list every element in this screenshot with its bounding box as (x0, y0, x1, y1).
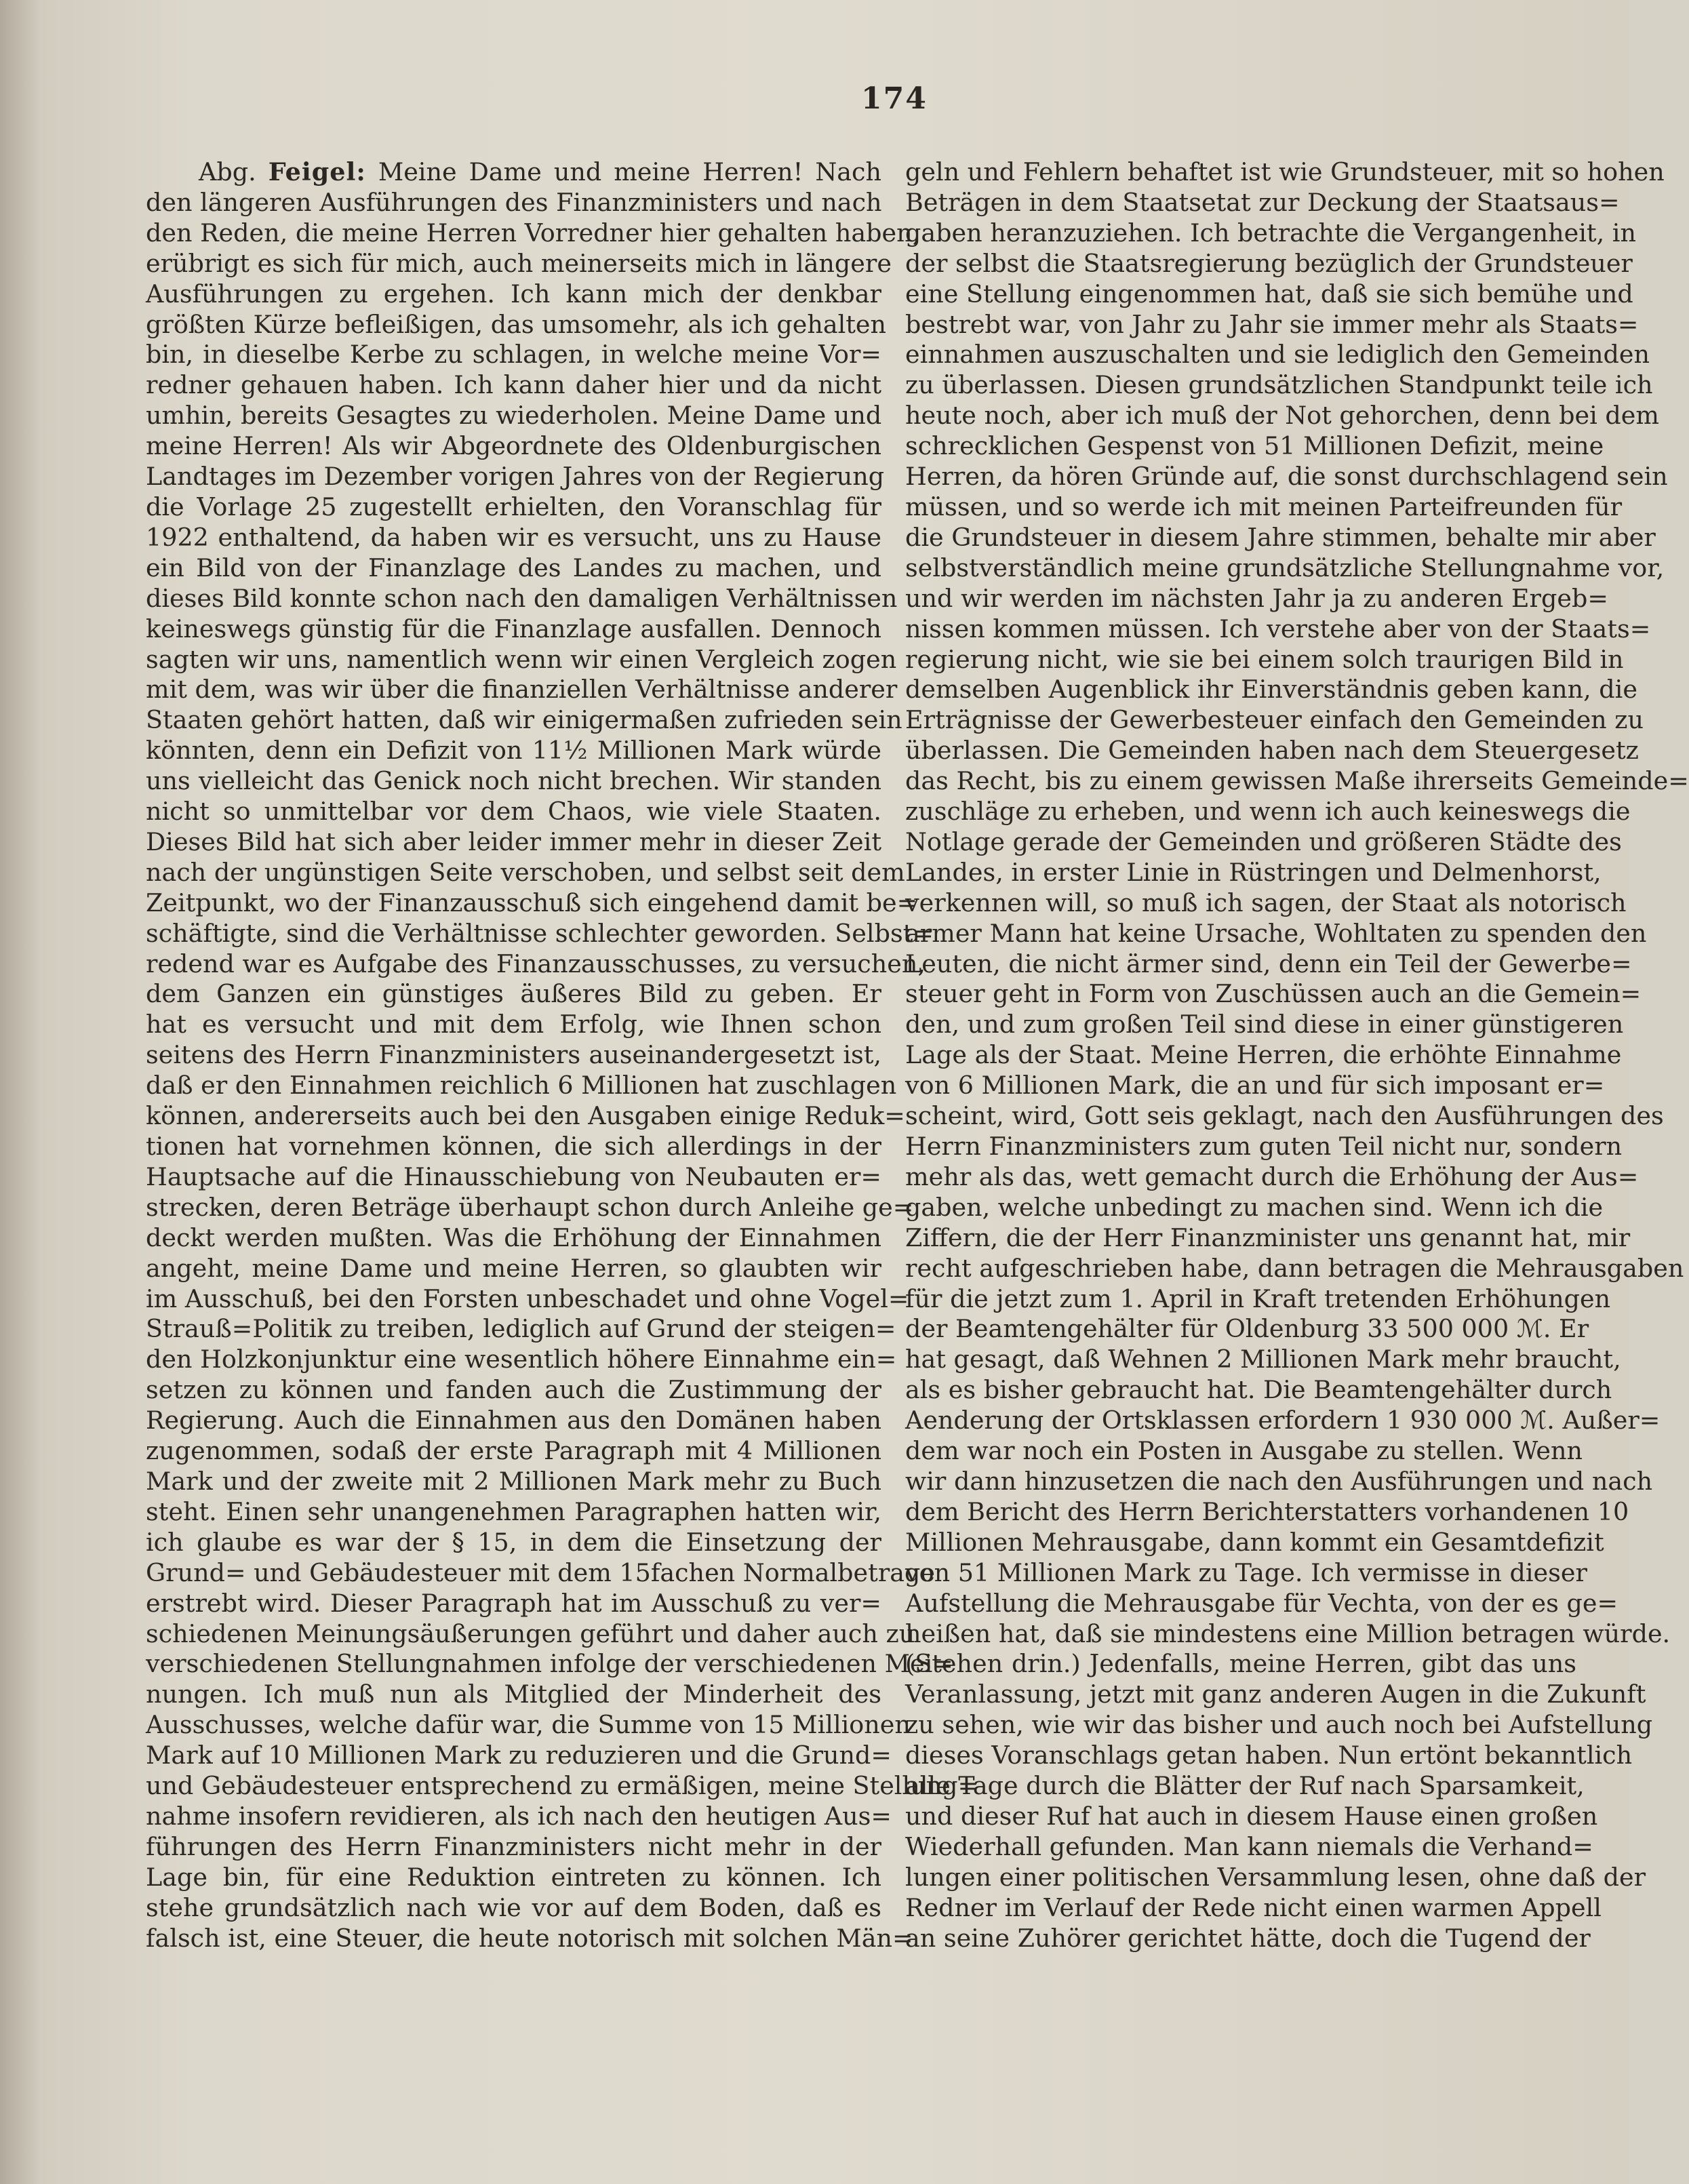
text-line: setzen zu können und fanden auch die Zustimmung der (146, 1375, 881, 1405)
text-line: schrecklichen Gespenst von 51 Millionen Defizit, meine (905, 431, 1604, 461)
text-line: zu sehen, wie wir das bisher und auch noch bei Aufstellung (905, 1710, 1653, 1740)
text-line: Staaten gehört hatten, daß wir einigermaßen zufrieden sein (146, 705, 902, 735)
text-line: verschiedenen Stellungnahmen infolge der verschiedenen Mei= (146, 1649, 953, 1679)
text-line: als es bisher gebraucht hat. Die Beamtengehälter durch (905, 1375, 1612, 1405)
text-line: und wir werden im nächsten Jahr ja zu anderen Ergeb= (905, 583, 1608, 613)
text-line: nissen kommen müssen. Ich verstehe aber von der Staats= (905, 614, 1651, 643)
text-line: dem Bericht des Herrn Berichterstatters vorhandenen 10 (905, 1496, 1629, 1526)
text-line: lungen einer politischen Versammlung lesen, ohne daß der (905, 1862, 1646, 1892)
text-line: Beträgen in dem Staatsetat zur Deckung der Staatsaus= (905, 187, 1620, 217)
text-line: demselben Augenblick ihr Einverständnis geben kann, die (905, 675, 1637, 704)
text-line: 1922 enthaltend, da haben wir es versucht, uns zu Hause (146, 522, 881, 552)
text-line: Ausführungen zu ergehen. Ich kann mich der denkbar (146, 279, 881, 309)
text-line: Erträgnisse der Gewerbesteuer einfach den Gemeinden zu (905, 705, 1644, 735)
text-line: bestrebt war, von Jahr zu Jahr sie immer mehr als Staats= (905, 309, 1639, 339)
text-line: einnahmen auszuschalten und sie lediglich den Gemeinden (905, 340, 1650, 370)
text-line: nicht so unmittelbar vor dem Chaos, wie viele Staaten. (146, 797, 881, 827)
text-line: falsch ist, eine Steuer, die heute notorisch mit solchen Män= (146, 1923, 913, 1953)
text-line: angeht, meine Dame und meine Herren, so glaubten wir (146, 1253, 881, 1283)
text-line: regierung nicht, wie sie bei einem solch traurigen Bild in (905, 644, 1624, 674)
text-line: Ziffern, die der Herr Finanzminister uns genannt hat, mir (905, 1223, 1631, 1252)
text-line: Aenderung der Ortsklassen erfordern 1 930 000 ℳ. Außer= (905, 1406, 1661, 1435)
text-line: steuer geht in Form von Zuschüssen auch an die Gemein= (905, 979, 1642, 1009)
text-line: daß er den Einnahmen reichlich 6 Millionen hat zuschlagen (146, 1071, 897, 1100)
text-line: dem Ganzen ein günstiges äußeres Bild zu geben. Er (146, 979, 881, 1009)
text-line: müssen, und so werde ich mit meinen Parteifreunden für (905, 492, 1623, 521)
text-line: sagten wir uns, namentlich wenn wir einen Vergleich zogen (146, 644, 897, 674)
text-line: Regierung. Auch die Einnahmen aus den Domänen haben (146, 1406, 881, 1435)
text-line: die Vorlage 25 zugestellt erhielten, den Voranschlag für (146, 492, 881, 521)
binding-shadow (0, 0, 41, 2184)
text-line: ein Bild von der Finanzlage des Landes zu machen, und (146, 553, 881, 582)
text-line: hat gesagt, daß Wehnen 2 Millionen Mark mehr braucht, (905, 1345, 1621, 1374)
text-line: Mark auf 10 Millionen Mark zu reduzieren und die Grund= (146, 1741, 892, 1770)
text-line: keineswegs günstig für die Finanzlage ausfallen. Dennoch (146, 614, 881, 643)
text-line: hat es versucht und mit dem Erfolg, wie Ihnen schon (146, 1010, 881, 1039)
text-line: gaben heranzuziehen. Ich betrachte die Vergangenheit, in (905, 218, 1636, 247)
text-line: schiedenen Meinungsäußerungen geführt und daher auch zu (146, 1619, 915, 1648)
text-line: Lage bin, für eine Reduktion eintreten zu können. Ich (146, 1862, 881, 1892)
text-line: Zeitpunkt, wo der Finanzausschuß sich eingehend damit be= (146, 888, 918, 917)
text-line: zu überlassen. Diesen grundsätzlichen Standpunkt teile ich (905, 370, 1653, 400)
text-line: und Gebäudesteuer entsprechend zu ermäßigen, meine Stellung= (146, 1771, 979, 1801)
text-line: nungen. Ich muß nun als Mitglied der Minderheit des (146, 1680, 881, 1709)
text-line: bin, in dieselbe Kerbe zu schlagen, in welche meine Vor= (146, 340, 881, 370)
text-line: dieses Voranschlags getan haben. Nun ertönt bekanntlich (905, 1741, 1633, 1770)
text-line: Mark und der zweite mit 2 Millionen Mark mehr zu Buch (146, 1466, 881, 1496)
text-line: Wiederhall gefunden. Man kann niemals die Verhand= (905, 1831, 1593, 1861)
text-line: mit dem, was wir über die finanziellen Verhältnisse anderer (146, 675, 898, 704)
text-line: Strauß=Politik zu treiben, lediglich auf Grund der steigen= (146, 1314, 896, 1344)
text-line: recht aufgeschrieben habe, dann betragen die Mehrausgaben (905, 1253, 1684, 1283)
speaker-prefix: Abg. (199, 157, 256, 186)
text-line: die Grundsteuer in diesem Jahre stimmen, behalte mir aber (905, 522, 1656, 552)
text-line: gaben, welche unbedingt zu machen sind. Wenn ich die (905, 1192, 1604, 1222)
text-line: Herrn Finanzministers zum guten Teil nicht nur, sondern (905, 1132, 1623, 1161)
text-line: strecken, deren Beträge überhaupt schon durch Anleihe ge= (146, 1192, 914, 1222)
text-line: scheint, wird, Gott seis geklagt, nach den Ausführungen des (905, 1101, 1664, 1131)
text-line: geln und Fehlern behaftet ist wie Grundsteuer, mit so hohen (905, 157, 1665, 186)
text-line: Dieses Bild hat sich aber leider immer mehr in dieser Zeit (146, 827, 881, 856)
left-column-lines (146, 187, 979, 1954)
text-line: größten Kürze befleißigen, das umsomehr, als ich gehalten (146, 309, 887, 339)
speech-opening-line (146, 157, 881, 188)
text-line: dieses Bild konnte schon nach den damaligen Verhältnissen (146, 583, 898, 613)
text-line: Ausschusses, welche dafür war, die Summe von 15 Millionen (146, 1710, 911, 1740)
text-line: nach der ungünstigen Seite verschoben, und selbst seit dem (146, 857, 905, 887)
text-line: stehe grundsätzlich nach wie vor auf dem Boden, daß es (146, 1892, 881, 1922)
text-line: eine Stellung eingenommen hat, daß sie sich bemühe und (905, 279, 1633, 309)
text-line: von 51 Millionen Mark zu Tage. Ich vermisse in dieser (905, 1557, 1587, 1587)
text-line: im Ausschuß, bei den Forsten unbeschadet und ohne Vogel= (146, 1284, 909, 1313)
text-line: überlassen. Die Gemeinden haben nach dem Steuergesetz (905, 736, 1639, 766)
text-line: alle Tage durch die Blätter der Ruf nach Sparsamkeit, (905, 1771, 1585, 1801)
right-column (905, 157, 1689, 1953)
text-line: Millionen Mehrausgabe, dann kommt ein Gesamtdefizit (905, 1527, 1604, 1557)
text-line: heute noch, aber ich muß der Not gehorchen, denn bei dem (905, 401, 1659, 431)
text-line: meine Herren! Als wir Abgeordnete des Oldenburgischen (146, 431, 881, 461)
left-column (146, 157, 979, 1953)
text-line: Leuten, die nicht ärmer sind, denn ein Teil der Gewerbe= (905, 949, 1632, 978)
text-line: könnten, denn ein Defizit von 11½ Millionen Mark würde (146, 736, 881, 766)
text-line: ich glaube es war der § 15, in dem die Einsetzung der (146, 1527, 881, 1557)
text-line: den Reden, die meine Herren Vorredner hier gehalten haben, (146, 218, 921, 247)
text-line: tionen hat vornehmen können, die sich allerdings in der (146, 1132, 881, 1161)
text-line: Landes, in erster Linie in Rüstringen und Delmenhorst, (905, 857, 1602, 887)
text-line: deckt werden mußten. Was die Erhöhung der Einnahmen (146, 1223, 881, 1252)
text-line: können, andererseits auch bei den Ausgaben einige Reduk= (146, 1101, 905, 1131)
text-line: armer Mann hat keine Ursache, Wohltaten zu spenden den (905, 918, 1647, 948)
text-line: der selbst die Staatsregierung bezüglich der Grundsteuer (905, 248, 1633, 278)
text-line: zuschläge zu erheben, und wenn ich auch keineswegs die (905, 797, 1631, 827)
text-line: den längeren Ausführungen des Finanzministers und nach (146, 187, 882, 217)
text-line: Landtages im Dezember vorigen Jahres von der Regierung (146, 462, 885, 492)
text-line: Notlage gerade der Gemeinden und größeren Städte des (905, 827, 1622, 856)
text-line: Redner im Verlauf der Rede nicht einen warmen Appell (905, 1892, 1602, 1922)
text-line: und dieser Ruf hat auch in diesem Hause einen großen (905, 1801, 1598, 1831)
text-line: schäftigte, sind die Verhältnisse schlechter geworden. Selbst= (146, 918, 934, 948)
text-line: (Stehen drin.) Jedenfalls, meine Herren, gibt das uns (905, 1649, 1576, 1679)
text-line: steht. Einen sehr unangenehmen Paragraphen hatten wir, (146, 1496, 881, 1526)
text-line: Lage als der Staat. Meine Herren, die erhöhte Einnahme (905, 1040, 1622, 1070)
text-line: Aufstellung die Mehrausgabe für Vechta, von der es ge= (905, 1588, 1618, 1618)
right-column-lines (905, 157, 1689, 1953)
text-line: seitens des Herrn Finanzministers auseinandergesetzt ist, (146, 1040, 881, 1070)
text-line: das Recht, bis zu einem gewissen Maße ihrerseits Gemeinde= (905, 766, 1689, 796)
text-line: für die jetzt zum 1. April in Kraft tretenden Erhöhungen (905, 1284, 1611, 1313)
text-line: von 6 Millionen Mark, die an und für sich imposant er= (905, 1071, 1605, 1100)
text-line: Veranlassung, jetzt mit ganz anderen Augen in die Zukunft (905, 1680, 1646, 1709)
text-line: heißen hat, daß sie mindestens eine Million betragen würde. (905, 1619, 1671, 1648)
page-number: 174 (861, 81, 928, 116)
text-line: Herren, da hören Gründe auf, die sonst durchschlagend sein (905, 462, 1668, 492)
speaker-name: Feigel: (268, 157, 366, 186)
text-line: selbstverständlich meine grundsätzliche Stellungnahme vor, (905, 553, 1665, 582)
text-line: Hauptsache auf die Hinausschiebung von Neubauten er= (146, 1162, 881, 1191)
opening-text: Meine Dame und meine Herren! Nach (378, 157, 881, 186)
text-line: redend war es Aufgabe des Finanzausschusses, zu versuchen, (146, 949, 926, 978)
text-line: redner gehauen haben. Ich kann daher hier und da nicht (146, 370, 881, 400)
text-line: verkennen will, so muß ich sagen, der Staat als notorisch (905, 888, 1627, 917)
text-line: Grund= und Gebäudesteuer mit dem 15fachen Normalbetrage (146, 1557, 935, 1587)
text-line: der Beamtengehälter für Oldenburg 33 500 000 ℳ. Er (905, 1314, 1589, 1344)
text-line: uns vielleicht das Genick noch nicht brechen. Wir standen (146, 766, 881, 796)
text-line: den, und zum großen Teil sind diese in einer günstigeren (905, 1010, 1624, 1039)
text-line: nahme insofern revidieren, als ich nach den heutigen Aus= (146, 1801, 892, 1831)
text-line: an seine Zuhörer gerichtet hätte, doch die Tugend der (905, 1923, 1591, 1953)
text-line: zugenommen, sodaß der erste Paragraph mit 4 Millionen (146, 1436, 881, 1466)
text-line: dem war noch ein Posten in Ausgabe zu stellen. Wenn (905, 1436, 1583, 1466)
text-line: führungen des Herrn Finanzministers nicht mehr in der (146, 1831, 881, 1861)
text-line: erstrebt wird. Dieser Paragraph hat im Ausschuß zu ver= (146, 1588, 881, 1618)
text-line: umhin, bereits Gesagtes zu wiederholen. Meine Dame und (146, 401, 882, 431)
text-line: wir dann hinzusetzen die nach den Ausführungen und nach (905, 1466, 1653, 1496)
text-line: erübrigt es sich für mich, auch meinerseits mich in längere (146, 248, 892, 278)
text-line: mehr als das, wett gemacht durch die Erhöhung der Aus= (905, 1162, 1639, 1191)
text-line: den Holzkonjunktur eine wesentlich höhere Einnahme ein= (146, 1345, 897, 1374)
